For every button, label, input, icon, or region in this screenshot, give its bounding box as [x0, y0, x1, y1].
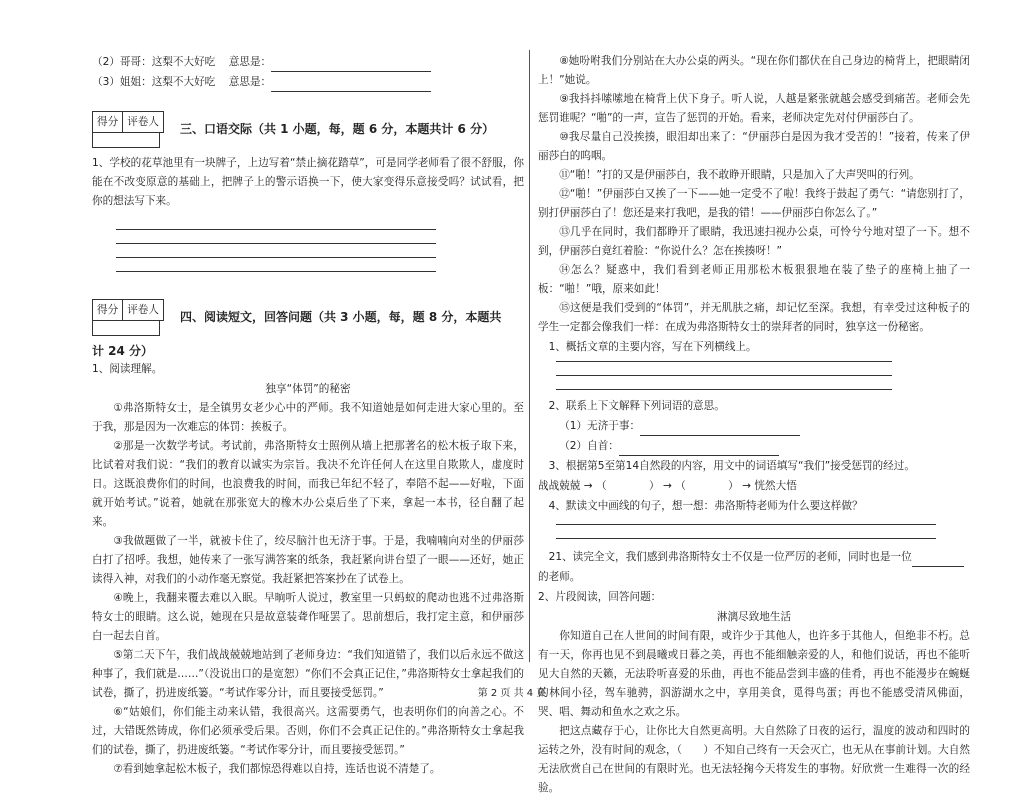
section3-header — [92, 110, 524, 148]
intro-item-2-meaning: 意思是： — [228, 56, 272, 68]
story-paragraph-8: ⑧她吩咐我们分别站在大办公桌的两头。“现在你们都伏在自己身边的椅背上，把眼睛闭上！”她说。 — [538, 55, 970, 86]
story-paragraph-2: ②那是一次数学考试。考试前，弗洛斯特女士照例从墙上把那著名的松木板子取下来，比试着对我们说：“我们的教育以诚实为宗旨。我决不允许任何人在这里自欺欺人，虚度时日。这既浪费你们的时间，也浪费我的时间，而我已年纪不轻了，奉陪不起——好啦，下面就开始考试。”说着，她就在那张宽大的橡木办公桌后坐了下来，拿起一本书，径自翻了起来。 — [92, 440, 524, 528]
grader-label: 评卷人 — [122, 300, 163, 320]
page-number: 第 2 页 共 4 页 — [477, 688, 547, 699]
score-label: 得分 — [97, 116, 119, 128]
reading-subquestion-1: 1、概括文章的主要内容，写在下列横线上。 — [548, 341, 757, 353]
section4-title: 四、阅读短文，回答问题（共 3 小题，每，题 8 分，本题共 — [179, 310, 502, 324]
story-title: 独享“体罚”的秘密 — [265, 383, 351, 395]
story-paragraph-10: ⑩我尽量自己没挨揍，眼泪却出来了：“伊丽莎白是因为我才受苦的！”接着，传来了伊丽莎白的呜咽。 — [538, 131, 970, 162]
q21-end: 的老师。 — [538, 571, 581, 583]
story-paragraph-6: ⑥“姑娘们，你们能主动来认错，我很高兴。这需要勇气，也表明你们的向善之心。不过，大错既然铸成，你们必须承受后果。否则，你们不会真正记住的。”弗洛斯特女士拿起我们的试卷，撕了，扔进废纸篓。“考试作零分计，而且要接受惩罚。” — [92, 706, 524, 756]
chain-blank[interactable]: （ ） — [596, 480, 660, 492]
q2b-label: （2）自首： — [559, 440, 619, 452]
score-table — [92, 298, 164, 336]
q4-answer-lines[interactable] — [556, 524, 936, 539]
score-blank — [92, 133, 160, 148]
story-paragraph-1: ①弗洛斯特女士，是全镇男女老少心中的严师。我不知道她是如何走进大家心里的。至于我，那是因为一次难忘的体罚：挨板子。 — [92, 402, 524, 433]
chain-start: 战战兢兢 — [538, 480, 581, 492]
story-paragraph-5: ⑤第二天下午，我们战战兢兢地站到了老师身边：“我们知道错了，我们以后永远不做这种事了，我们就是……”（没说出口的是宽恕）“你们不会真正记住，”弗洛斯特女士拿起我们的试卷，撕了，扔进废纸篓。“考试作零分计，而且要接受惩罚。” — [92, 649, 524, 699]
chain-blank[interactable]: （ ） — [675, 480, 739, 492]
fragment-paragraph-1: 你知道自己在人世间的时间有限，或许少于其他人，也许多于其他人，但绝非不朽。总有一天，你再也见不到晨曦或日暮之美，再也不能细触亲爱的人，和他们说话，再也不能听见大自然的天籁，无法聆听喜爱的乐曲，再也不能品尝到丰盛的佳肴，再也不能漫步在蜿蜒的林间小径，驾车驰骋，泅游湖水之中，享用美食，觅得鸟蛋；再也不能感受清风佛面，哭、唱、舞动和鱼水之欢之乐。 — [538, 630, 970, 718]
intro-item-2 — [92, 52, 524, 72]
reading-subquestion-2: 2、联系上下文解释下列词语的意思。 — [548, 400, 725, 412]
section3-answer-lines[interactable] — [116, 229, 436, 272]
left-column — [92, 52, 524, 779]
section3-title: 三、口语交际（共 1 小题，每，题 6 分，本题共计 6 分） — [179, 122, 495, 136]
story-paragraph-9: ⑨我抖抖嗦嗦地在椅背上伏下身子。听人说，人越是紧张就越会感受到痛苦。老师会先惩罚谁呢？“啪”的一声，宣告了惩罚的开始。看来，老师决定先对付伊丽莎白了。 — [538, 93, 970, 124]
intro-item-3 — [92, 72, 524, 92]
story-paragraph-11: ⑪“啪！”打的又是伊丽莎白，我不敢睁开眼睛，只是加入了大声哭叫的行列。 — [559, 169, 920, 181]
q21-row — [538, 547, 970, 567]
q3-chain — [538, 476, 970, 496]
reading-subquestion-4: 4、默读文中画线的句子，想一想：弗洛斯特老师为什么要这样做？ — [548, 500, 863, 512]
grader-label: 评卷人 — [122, 112, 163, 132]
q2a-label: （1）无济于事： — [559, 420, 641, 432]
intro-item-2-label: （2）哥哥：这梨不大好吃 — [92, 56, 216, 68]
story-paragraph-12: ⑫“啪！”伊丽莎白又挨了一下——她一定受不了啦！我终于鼓起了勇气：“请您别打了，别打伊丽莎白了！您还是来打我吧，是我的错！——伊丽莎白你怎么了。” — [538, 188, 970, 219]
fragment-question: 2、片段阅读，回答问题： — [538, 591, 662, 603]
story-paragraph-4: ④晚上，我翻来覆去难以入眠。早晌听人说过，教室里一只蚂蚁的爬动也逃不过弗洛斯特女士的眼睛。这么说，她现在只是故意装聋作哑罢了。思前想后，我打定主意，和伊丽莎白一起去自首。 — [92, 592, 524, 642]
reading-subquestion-3: 3、根据第5至第14自然段的内容，用文中的词语填写“我们”接受惩罚的经过。 — [548, 460, 915, 472]
reading-question-1: 1、阅读理解。 — [92, 363, 163, 375]
fragment-paragraph-2: 把这点藏存于心，让你比大自然更高明。大自然除了日夜的运行，温度的波动和四时的运转之外，没有时间的观念，（ ）不知自己终有一天会灭亡，也无从在事前计划。大自然无法欣赏自己在世间的有限时光。也无法轻掬今天将发生的事物。好欣赏一生难得一次的经验。 — [538, 725, 970, 794]
answer-blank[interactable] — [640, 423, 800, 436]
intro-item-3-label: （3）姐姐：这梨不大好吃 — [92, 76, 216, 88]
arrow-icon: → — [662, 480, 672, 492]
q2b-row — [538, 436, 970, 456]
story-paragraph-3: ③我做题做了一半，就被卡住了，绞尽脑汁也无济于事。于是，我喃喃向对坐的伊丽莎白打了招呼。我想，她传来了一张写满答案的纸条，我赶紧向讲台望了一眼——还好，她正读得入神，对我们的小动作毫无察觉。我赶紧把答案抄在了试卷上。 — [92, 535, 524, 585]
story-paragraph-7: ⑦看到她拿起松木板子，我们都惊恐得难以自持，连话也说不清楚了。 — [113, 763, 441, 775]
answer-blank[interactable] — [271, 59, 431, 72]
section4-header — [92, 298, 524, 336]
score-label: 得分 — [97, 304, 119, 316]
arrow-icon: → — [742, 480, 752, 492]
q21-text: 21、读完全文，我们感到弗洛斯特女士不仅是一位严厉的老师，同时也是一位 — [548, 551, 912, 563]
story-paragraph-13: ⑬几乎在同时，我们都睁开了眼睛，我迅速扫视办公桌，可怜兮兮地对望了一下。想不到，伊丽莎白竟红着脸：“你说什么？怎在挨揍呀！” — [538, 226, 970, 257]
column-divider — [529, 50, 530, 662]
section4-title-cont: 计 24 分） — [92, 344, 154, 358]
story-paragraph-15: ⑮这便是我们受到的“体罚”，并无肌肤之痛，却记忆至深。我想，有幸受过这种板子的学生一定都会像我们一样：在成为弗洛斯特女士的崇拜者的同时，独享这一份秘密。 — [538, 302, 970, 333]
story-paragraph-14: ⑭怎么？疑惑中，我们看到老师正用那松木板狠狠地在装了垫子的座椅上抽了一板：“啪！”哦，原来如此！ — [538, 264, 970, 295]
intro-item-3-meaning: 意思是： — [228, 76, 272, 88]
section3-question: 1、学校的花草池里有一块牌子，上边写着“禁止摘花踏草”，可是同学老师看了很不舒服，你能在不改变原意的基础上，把牌子上的警示语换一下，使大家变得乐意接受吗？试试看，把你的想法写下来。 — [92, 157, 524, 207]
q1-answer-lines[interactable] — [556, 361, 892, 390]
answer-blank[interactable] — [271, 79, 431, 92]
score-blank — [92, 321, 160, 336]
chain-end: 恍然大悟 — [754, 480, 797, 492]
fragment-title: 淋漓尽致地生活 — [716, 611, 792, 623]
q2a-row — [538, 416, 970, 436]
answer-blank[interactable] — [912, 554, 964, 567]
answer-blank[interactable] — [619, 443, 779, 456]
score-table — [92, 110, 164, 148]
arrow-icon: → — [583, 480, 593, 492]
